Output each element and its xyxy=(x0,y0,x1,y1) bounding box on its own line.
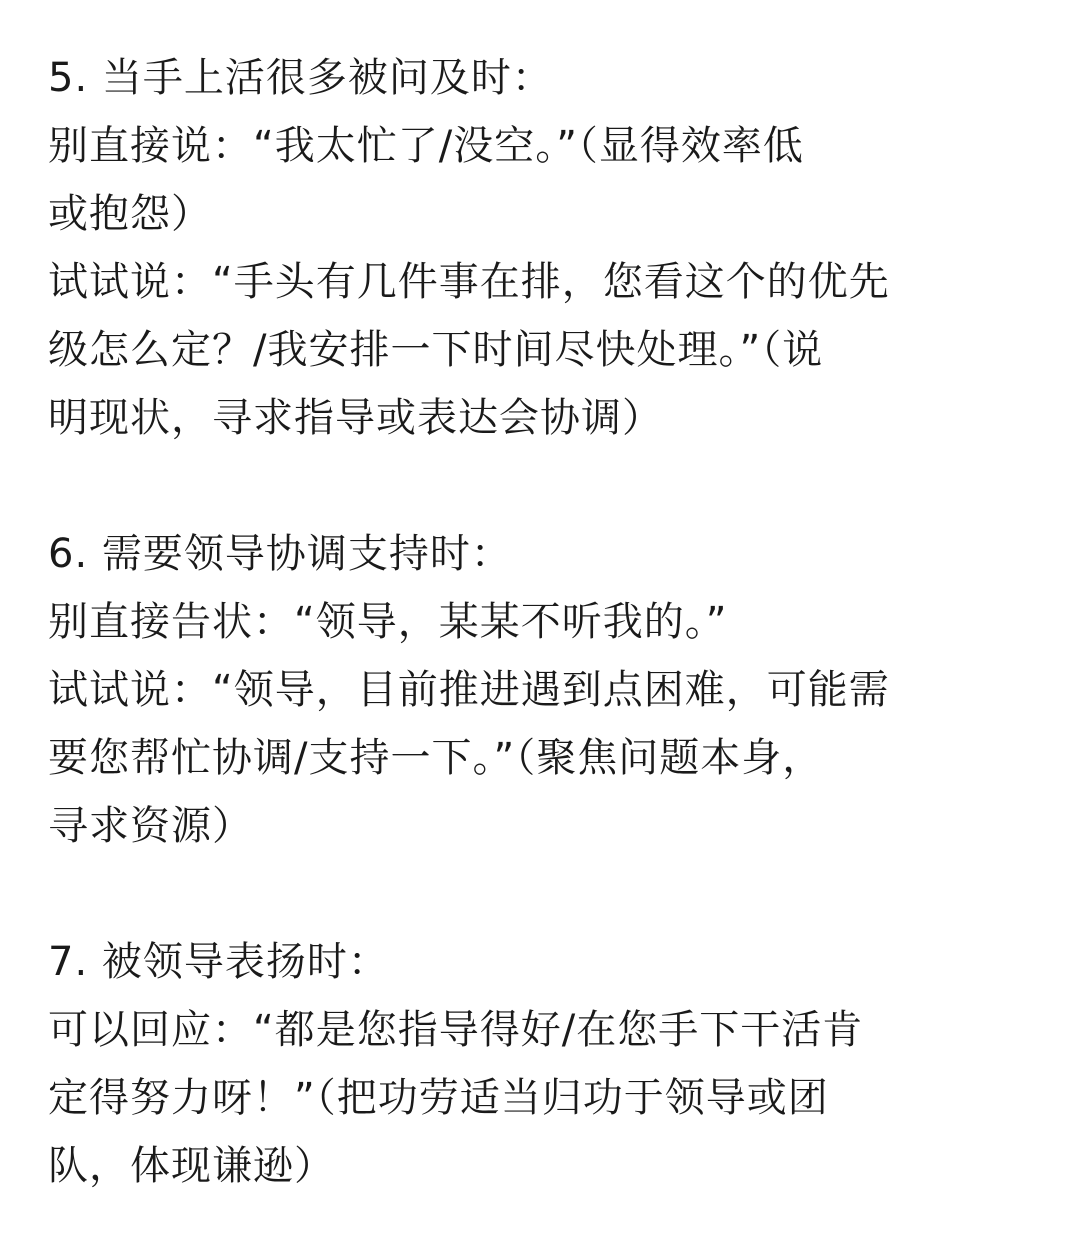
dont-say-line-cont: 或抱怨） xyxy=(48,191,212,237)
section-6 xyxy=(48,520,1048,860)
section-heading: 6. 需要领导协调支持时： xyxy=(48,531,512,577)
try-say-line-cont: 寻求资源） xyxy=(48,803,253,849)
section-5 xyxy=(48,44,1048,452)
try-say-line-cont: 明现状，寻求指导或表达会协调） xyxy=(48,395,663,441)
try-say-line: 试试说：“领导，目前推进遇到点困难，可能需 xyxy=(48,667,890,713)
try-say-line: 试试说：“手头有几件事在排，您看这个的优先 xyxy=(48,259,890,305)
section-7 xyxy=(48,928,1048,1200)
can-reply-line-cont: 定得努力呀！”（把功劳适当归功于领导或团 xyxy=(48,1075,829,1121)
document-page xyxy=(48,44,1048,1200)
try-say-line-cont: 级怎么定？/我安排一下时间尽快处理。”（说 xyxy=(48,327,824,373)
can-reply-line: 可以回应：“都是您指导得好/在您手下干活肯 xyxy=(48,1007,864,1053)
section-heading: 5. 当手上活很多被问及时： xyxy=(48,55,553,101)
try-say-line-cont: 要您帮忙协调/支持一下。”（聚焦问题本身， xyxy=(48,735,824,781)
can-reply-line-cont: 队，体现谦逊） xyxy=(48,1143,335,1189)
section-heading: 7. 被领导表扬时： xyxy=(48,939,389,985)
dont-say-line: 别直接告状：“领导，某某不听我的。” xyxy=(48,599,728,645)
dont-say-line: 别直接说：“我太忙了/没空。”（显得效率低 xyxy=(48,123,804,169)
